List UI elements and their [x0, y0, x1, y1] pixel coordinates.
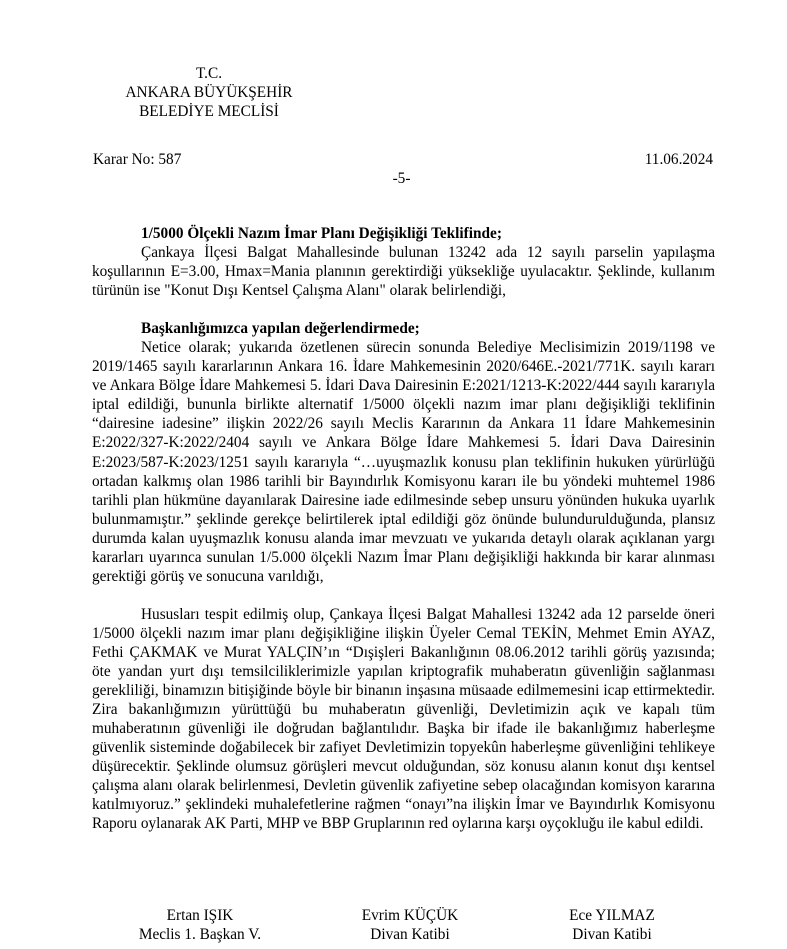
- signature-block-chair: [110, 906, 290, 944]
- proposal-paragraph: Çankaya İlçesi Balgat Mahallesinde bulunan 13242 ada 12 sayılı parselin yapılaşma koşullarının E=3.00, Hmax=Mania planının gerektirdiği yüksekliğe uyulacaktır. Şeklinde, kullanım türünün ise "Konut Dışı Kentsel Çalışma Alanı" olarak belirlendiği,: [92, 244, 715, 300]
- signature-block-clerk-2: [522, 906, 702, 944]
- document-header: [100, 64, 318, 121]
- page-number: -5-: [392, 170, 411, 187]
- document-body: [92, 224, 715, 833]
- signatory-name: Ertan IŞIK: [166, 907, 234, 924]
- decision-meta-row: [93, 151, 713, 171]
- signatory-title: Divan Katibi: [370, 926, 450, 943]
- signatory-name: Ece YILMAZ: [569, 907, 655, 924]
- signatory-name: Evrim KÜÇÜK: [361, 907, 459, 924]
- header-line-tc: T.C.: [195, 65, 223, 82]
- signatory-title: Meclis 1. Başkan V.: [138, 926, 262, 943]
- conclusion-paragraph: Hususları tespit edilmiş olup, Çankaya İlçesi Balgat Mahallesi 13242 ada 12 parselde öneri 1/5000 ölçekli nazım imar planı değişikliğine ilişkin Üyeler Cemal TEKİN, Mehmet Emin AYAZ, Fethi ÇAKMAK ve Murat YALÇIN’ın “Dışişleri Bakanlığının 08.06.2012 tarihli görüş yazısında; öte yandan yurt dışı temsilciliklerimizle yapılan kriptografik muhaberatın güvenliğin sağlanması gerekliliği, binamızın bitişiğinde böyle bir binanın inşasına müsaade edilmemesini icap ettirmektedir. Zira bakanlığımızın yürüttüğü bu muhaberatın güvenliği, Devletimizin açık ve kapalı tüm muhaberatının güvenliği ile doğrudan bağlantılıdır. Başka bir ifade ile bakanlığımız haberleşme güvenlik sisteminde doğabilecek bir zafiyet Devletimizin topyekûn haberleşme güvenliğini tehlikeye düşürecektir. Şeklinde olumsuz görüşleri mevcut olduğundan, söz konusu alanın konut dışı kentsel çalışma alanı olarak belirlenmesi, Devletin güvenlik zafiyetine sebep olacağından komisyon kararına katılmıyoruz.” şeklindeki muhalefetlerine rağmen “onayı”na ilişkin İmar ve Bayındırlık Komisyonu Raporu oylanarak AK Parti, MHP ve BBP Gruplarının red oylarına karşı oyçokluğu ile kabul edildi.: [92, 605, 715, 833]
- signatory-title: Divan Katibi: [572, 926, 652, 943]
- decision-date: 11.06.2024: [644, 151, 713, 168]
- evaluation-paragraph: Netice olarak; yukarıda özetlenen sürecin sonunda Belediye Meclisimizin 2019/1198 ve 2019/1465 sayılı kararlarının Ankara 16. İdare Mahkemesinin 2020/646E.-2021/771K. sayılı kararı ve Ankara Bölge İdare Mahkemesi 5. İdari Dava Dairesinin E:2021/1213-K:2022/444 sayılı kararıyla iptal edildiği, bununla birlikte alternatif 1/5000 ölçekli nazım imar planı değişikliği teklifinin “dairesine iadesine” ilişkin 2022/26 sayılı Meclis Kararının da Ankara 11 İdare Mahkemesinin E:2022/327-K:2022/2404 sayılı ve Ankara Bölge İdare Mahkemesi 5. İdari Dava Dairesinin E:2023/587-K:2023/1251 sayılı kararıyla “…uyuşmazlık konusu plan teklifinin hukuken yürürlüğü ortadan kalkmış olan 1986 tarihli bir Bayındırlık Komisyonu kararı ile bu yöndeki muhtemel 1986 tarihli plan hükmüne dayanılarak Dairesine iade edilmesinde sebep unsuru yönünden hukuka uyarlık bulunmamıştır.” şeklinde gerekçe belirtilerek iptal edildiği göz önünde bulundurulduğunda, plansız durumda kalan uyuşmazlık konusu alanda imar mevzuatı ve yukarıda detaylı olarak açıklanan yargı kararları uyarınca sunulan 1/5.000 ölçekli Nazım İmar Planı değişikliği hakkında bir karar alınması gerektiği görüş ve sonucuna varıldığı,: [92, 339, 715, 585]
- decision-number: Karar No: 587: [93, 151, 182, 168]
- signature-block-clerk-1: [320, 906, 500, 944]
- proposal-heading: 1/5000 Ölçekli Nazım İmar Planı Değişikliği Teklifinde;: [141, 225, 502, 242]
- header-line-municipality: ANKARA BÜYÜKŞEHİR: [125, 84, 293, 101]
- header-line-council: BELEDİYE MECLİSİ: [139, 103, 279, 120]
- evaluation-heading: Başkanlığımızca yapılan değerlendirmede;: [141, 320, 420, 338]
